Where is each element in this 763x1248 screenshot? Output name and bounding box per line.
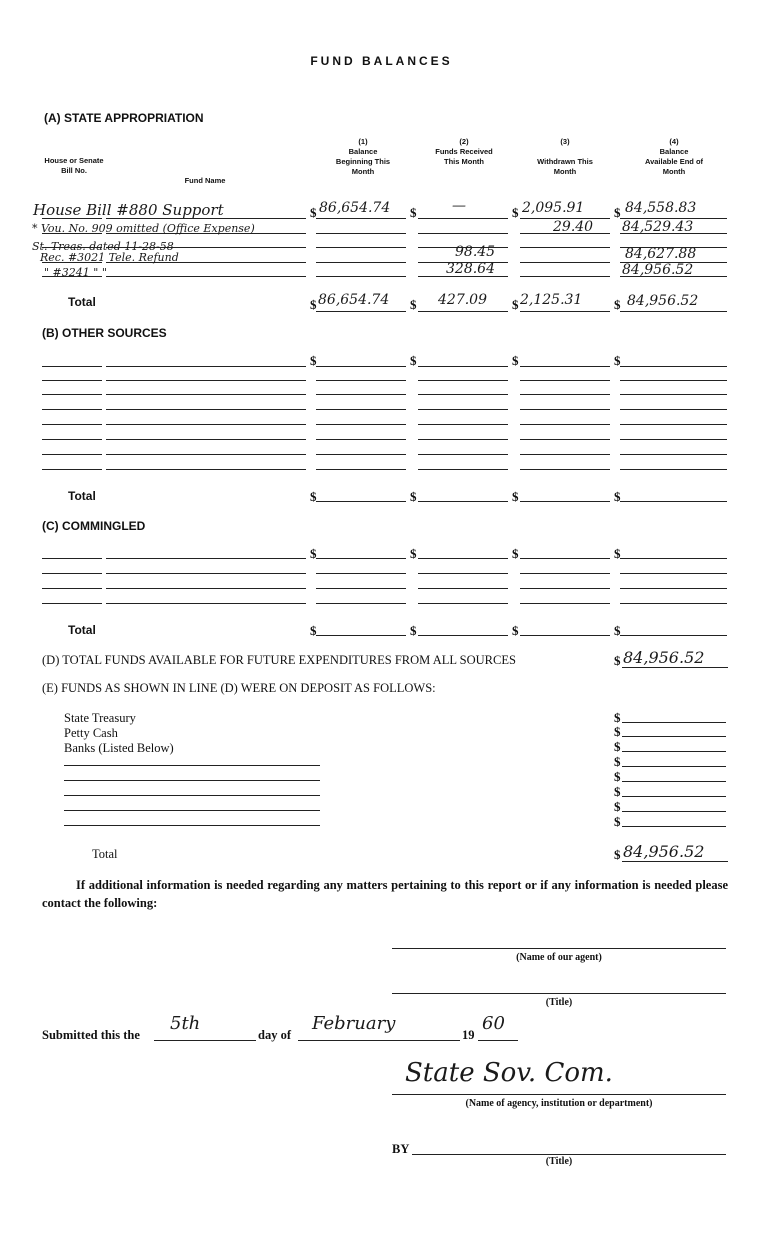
section-b-row-line [42, 439, 102, 440]
section-b-row-line [620, 394, 727, 395]
row-fund-name: * Vou. No. 909 omitted (Office Expense) [32, 222, 255, 235]
agency-line [392, 1094, 726, 1095]
section-c-row-line [42, 558, 102, 559]
dollar-sign: $ [614, 739, 621, 754]
submitted-day-word: day of [258, 1028, 291, 1042]
section-b-row-line [418, 366, 508, 367]
dollar-sign: $ [310, 353, 317, 368]
section-b-total-line [620, 501, 727, 502]
dollar-sign: $ [614, 297, 621, 312]
section-b-row-line [520, 454, 610, 455]
section-b-row-line [418, 454, 508, 455]
submitted-year-suffix: 60 [482, 1013, 505, 1034]
dollar-sign: $ [614, 754, 621, 769]
bank-line [64, 825, 320, 826]
section-b-row-line [520, 380, 610, 381]
section-b-row-line [106, 469, 306, 470]
row-fund-name: House Bill #880 Support [33, 201, 224, 219]
section-c-row-line [418, 603, 508, 604]
section-a-row-line [418, 218, 508, 219]
agent-name-caption: (Name of our agent) [516, 952, 602, 963]
section-a-total-label: Total [68, 295, 96, 309]
section-b-total-line [316, 501, 406, 502]
dollar-sign: $ [614, 489, 621, 504]
section-c-total-line [418, 635, 508, 636]
section-c-row-line [520, 588, 610, 589]
by-label: BY [392, 1142, 410, 1156]
section-a-total-line [620, 311, 727, 312]
contact-paragraph: If additional information is needed regarding any matters pertaining to this report or if any information is needed please contact the following: [42, 878, 728, 910]
section-b-row-line [42, 380, 102, 381]
section-b-row-line [520, 366, 610, 367]
submitted-month-line [298, 1040, 460, 1041]
section-c-row-line [316, 588, 406, 589]
section-b-row-line [42, 424, 102, 425]
section-b-row-line [520, 469, 610, 470]
submitted-day: 5th [170, 1013, 201, 1034]
section-b-total-line [418, 501, 508, 502]
dollar-sign: $ [512, 353, 519, 368]
total-c1-value: 86,654.74 [318, 292, 390, 308]
line-e-total-underline [622, 861, 728, 862]
submitted-year-line [478, 1040, 518, 1041]
deposit-item-state-treasury: State Treasury [64, 711, 136, 725]
deposit-item-petty-cash: Petty Cash [64, 726, 118, 740]
dollar-sign: $ [410, 546, 417, 561]
agency-caption: (Name of agency, institution or department) [465, 1098, 653, 1109]
bank-line [64, 780, 320, 781]
dollar-sign: $ [310, 489, 317, 504]
section-a-row-line [520, 262, 610, 263]
submitted-month: February [312, 1013, 396, 1034]
section-c-total-line [520, 635, 610, 636]
submitted-prefix: Submitted this the [42, 1028, 140, 1042]
bank-line [64, 795, 320, 796]
section-b-row-line [42, 409, 102, 410]
bank-line [64, 810, 320, 811]
by-caption: (Title) [545, 1156, 573, 1167]
dollar-sign: $ [512, 546, 519, 561]
section-b-row-line [316, 469, 406, 470]
section-b-row-line [42, 454, 102, 455]
section-a-row-line [316, 247, 406, 248]
dollar-sign: $ [614, 353, 621, 368]
deposit-amount-line [622, 826, 726, 827]
row-fund-name: " #3241 " " [44, 266, 107, 279]
section-b-row-line [418, 424, 508, 425]
dollar-sign: $ [614, 623, 621, 638]
section-c-row-line [42, 573, 102, 574]
deposit-amount-line [622, 736, 726, 737]
section-c-row-line [620, 573, 727, 574]
section-c-total-line [316, 635, 406, 636]
section-b-row-line [106, 454, 306, 455]
deposit-amount-line [622, 796, 726, 797]
section-b-row-line [106, 380, 306, 381]
deposit-item-banks: Banks (Listed Below) [64, 741, 174, 755]
line-e-total-label: Total [92, 847, 118, 861]
section-c-row-line [620, 558, 727, 559]
section-a-total-line [418, 311, 508, 312]
section-c-row-line [620, 603, 727, 604]
row-fund-name: St. Treas. dated 11-28-58 [32, 240, 174, 253]
col-header-fund-name: Fund Name [184, 176, 226, 185]
section-c-row-line [106, 588, 306, 589]
agent-title-caption: (Title) [545, 997, 573, 1008]
section-b-row-line [316, 409, 406, 410]
col-header-3: Withdrawn This Month [537, 157, 593, 176]
section-c-row-line [106, 573, 306, 574]
dollar-sign: $ [614, 710, 621, 725]
section-b-row-line [316, 424, 406, 425]
dollar-sign: $ [410, 623, 417, 638]
section-a-row-line [520, 276, 610, 277]
row-c4-value: 84,956.52 [622, 262, 694, 278]
agent-title-line [392, 993, 726, 994]
total-c2-value: 427.09 [438, 292, 487, 308]
dollar-sign: $ [410, 297, 417, 312]
section-a-total-line [316, 311, 406, 312]
section-b-row-line [418, 439, 508, 440]
row-c4-value: 84,627.88 [625, 246, 697, 262]
section-a-heading: (A) STATE APPROPRIATION [44, 111, 204, 125]
section-b-row-line [620, 380, 727, 381]
deposit-amount-line [622, 781, 726, 782]
dollar-sign: $ [410, 489, 417, 504]
col-header-1-num: (1) [358, 137, 368, 146]
dollar-sign: $ [614, 724, 621, 739]
section-b-row-line [42, 469, 102, 470]
line-e-label: (E) FUNDS AS SHOWN IN LINE (D) WERE ON DEPOSIT AS FOLLOWS: [42, 681, 436, 695]
section-c-row-line [316, 573, 406, 574]
dollar-sign: $ [614, 546, 621, 561]
section-a-row-line [106, 276, 306, 277]
dollar-sign: $ [512, 297, 519, 312]
dollar-sign: $ [512, 623, 519, 638]
section-b-row-line [520, 394, 610, 395]
total-c3-value: 2,125.31 [520, 292, 583, 308]
deposit-amount-line [622, 722, 726, 723]
section-a-row-line [316, 276, 406, 277]
dollar-sign: $ [614, 769, 621, 784]
section-b-row-line [316, 394, 406, 395]
section-b-row-line [418, 469, 508, 470]
section-b-row-line [620, 409, 727, 410]
section-b-row-line [316, 439, 406, 440]
dollar-sign: $ [512, 489, 519, 504]
dollar-sign: $ [614, 784, 621, 799]
col-header-4-num: (4) [669, 137, 679, 146]
dollar-sign: $ [614, 653, 621, 668]
dollar-sign: $ [614, 847, 621, 862]
section-b-row-line [42, 394, 102, 395]
section-c-row-line [106, 558, 306, 559]
row-c2-value: 98.45 [455, 244, 496, 260]
section-b-total-line [520, 501, 610, 502]
line-d-value: 84,956.52 [623, 648, 705, 667]
section-a-row-line [316, 262, 406, 263]
col-header-bill-no: House or Senate Bill No. [44, 156, 104, 175]
section-a-row-line [418, 233, 508, 234]
section-c-row-line [42, 603, 102, 604]
section-c-row-line [620, 588, 727, 589]
section-b-total-label: Total [68, 489, 96, 503]
section-b-row-line [42, 366, 102, 367]
section-a-row-line [316, 233, 406, 234]
row-c2-value: 328.64 [446, 261, 495, 277]
col-header-4: Balance Available End of Month [644, 147, 704, 176]
section-b-row-line [418, 409, 508, 410]
section-b-row-line [106, 409, 306, 410]
section-b-row-line [520, 439, 610, 440]
dollar-sign: $ [410, 353, 417, 368]
section-c-row-line [520, 558, 610, 559]
section-b-row-line [316, 380, 406, 381]
dollar-sign: $ [310, 546, 317, 561]
section-b-row-line [106, 424, 306, 425]
total-c4-value: 84,956.52 [627, 293, 699, 309]
section-b-row-line [316, 366, 406, 367]
submitted-day-line [154, 1040, 256, 1041]
dollar-sign: $ [614, 799, 621, 814]
row-c3-value: 29.40 [553, 219, 594, 235]
dollar-sign: $ [310, 297, 317, 312]
line-d-label: (D) TOTAL FUNDS AVAILABLE FOR FUTURE EXPENDITURES FROM ALL SOURCES [42, 653, 516, 667]
section-c-row-line [520, 573, 610, 574]
deposit-amount-line [622, 751, 726, 752]
row-c1-value: 86,654.74 [319, 200, 391, 216]
agent-name-line [392, 948, 726, 949]
section-b-row-line [520, 424, 610, 425]
section-b-row-line [316, 454, 406, 455]
section-a-total-line [520, 311, 610, 312]
page-title: FUND BALANCES [310, 54, 453, 68]
section-b-heading: (B) OTHER SOURCES [42, 326, 167, 340]
dollar-sign: $ [310, 623, 317, 638]
section-b-row-line [106, 394, 306, 395]
deposit-amount-line [622, 766, 726, 767]
col-header-2: Funds Received This Month [435, 147, 493, 166]
row-c3-value: 2,095.91 [522, 200, 585, 216]
section-b-row-line [106, 439, 306, 440]
dollar-sign: $ [310, 205, 317, 220]
section-b-row-line [520, 409, 610, 410]
section-a-row-line [520, 247, 610, 248]
section-c-heading: (C) COMMINGLED [42, 519, 146, 533]
section-c-row-line [316, 603, 406, 604]
col-header-3-num: (3) [560, 137, 570, 146]
section-c-row-line [418, 588, 508, 589]
dollar-sign: $ [410, 205, 417, 220]
row-c4-value: 84,529.43 [622, 219, 694, 235]
section-c-row-line [418, 558, 508, 559]
line-d-underline [622, 667, 728, 668]
section-b-row-line [620, 366, 727, 367]
section-c-row-line [418, 573, 508, 574]
deposit-amount-line [622, 811, 726, 812]
section-c-row-line [520, 603, 610, 604]
submitted-year-prefix: 19 [462, 1028, 475, 1042]
row-fund-name: Rec. #3021 Tele. Refund [40, 251, 179, 264]
bank-line [64, 765, 320, 766]
section-c-total-line [620, 635, 727, 636]
section-b-row-line [620, 439, 727, 440]
agency-name: State Sov. Com. [405, 1058, 613, 1088]
row-c4-value: 84,558.83 [625, 200, 697, 216]
section-c-row-line [316, 558, 406, 559]
dollar-sign: $ [512, 205, 519, 220]
col-header-1: Balance Beginning This Month [335, 147, 391, 176]
section-b-row-line [106, 366, 306, 367]
line-e-total-value: 84,956.52 [623, 842, 705, 861]
section-c-total-label: Total [68, 623, 96, 637]
by-line [412, 1154, 726, 1155]
dollar-sign: $ [614, 205, 621, 220]
section-b-row-line [620, 454, 727, 455]
section-c-row-line [106, 603, 306, 604]
section-a-row-line [316, 218, 406, 219]
section-b-row-line [620, 469, 727, 470]
row-c2-value: — [452, 198, 466, 214]
section-c-row-line [42, 588, 102, 589]
section-b-row-line [620, 424, 727, 425]
section-b-row-line [418, 394, 508, 395]
dollar-sign: $ [614, 814, 621, 829]
section-b-row-line [418, 380, 508, 381]
col-header-2-num: (2) [459, 137, 469, 146]
